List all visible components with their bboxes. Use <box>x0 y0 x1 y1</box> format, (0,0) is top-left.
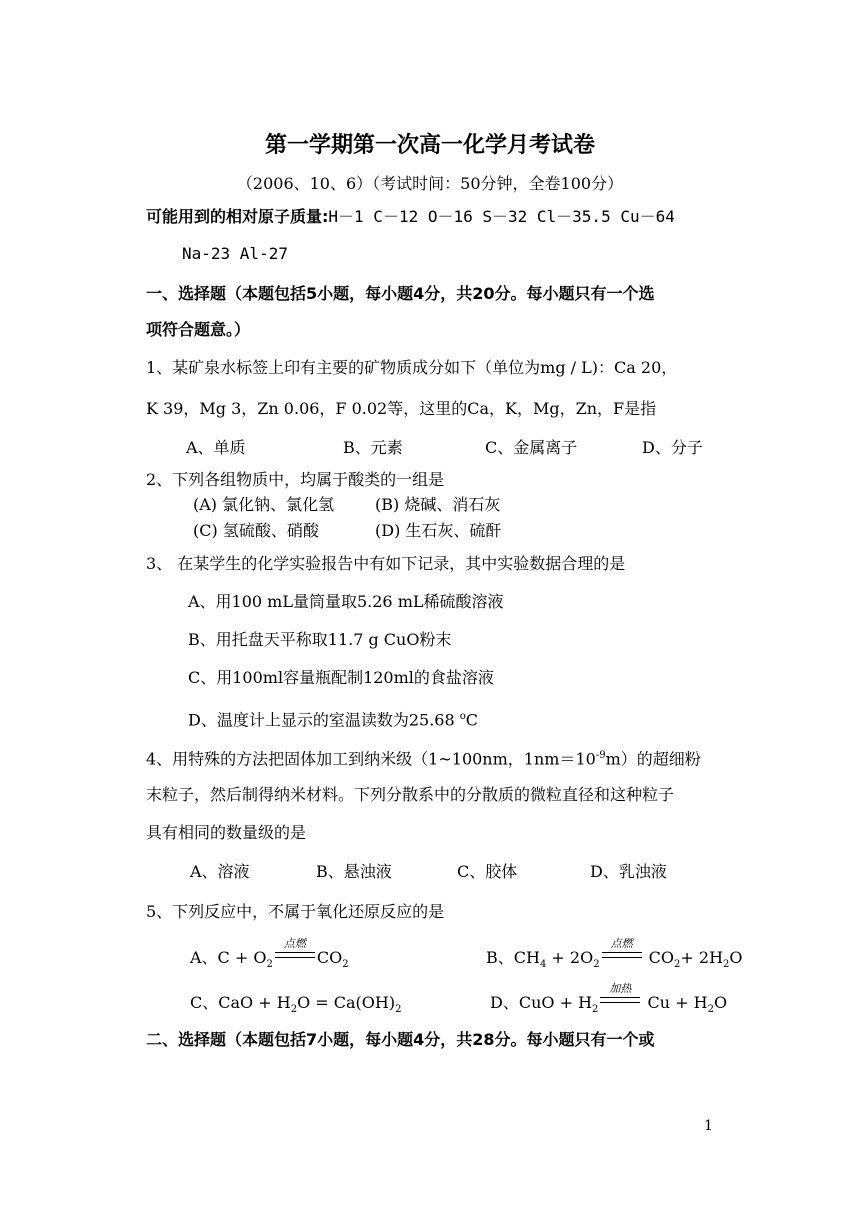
q4-option-b: B、悬浊液 <box>316 862 392 881</box>
q4-stem-b: m）的超细粉 <box>605 749 701 769</box>
q3-option-a: A、用100 mL量筒量取5.26 mL稀硫酸溶液 <box>188 592 504 611</box>
heat-label: 加热 <box>609 982 632 995</box>
q5-d-product-2: O <box>713 993 728 1012</box>
ignite-condition-arrow <box>602 937 642 963</box>
degree-sup: o <box>459 711 466 722</box>
page-title: 第一学期第一次高一化学月考试卷 <box>264 133 595 158</box>
q1-option-b: B、元素 <box>343 438 403 457</box>
q4-stem-cont-2: 具有相同的数量级的是 <box>146 823 307 842</box>
section2-heading: 二、选择题（本题包括7小题，每小题4分，共28分。每小题只有一个或 <box>146 1030 655 1049</box>
atomic-mass-label: 可能用到的相对原子质量: <box>146 207 329 226</box>
q1-option-c: C、金属离子 <box>485 438 578 457</box>
q2-option-c: (C) 氢硫酸、硝酸 <box>193 521 319 540</box>
ignite-condition-arrow <box>275 937 315 963</box>
q2-option-b: (B) 烧碱、消石灰 <box>375 495 501 514</box>
q3-option-c: C、用100ml容量瓶配制120ml的食盐溶液 <box>188 668 494 687</box>
q5-b-reactant-2: + 2O <box>546 948 594 967</box>
q3-option-d-text: D、温度计上显示的室温读数为25.68 <box>188 710 460 730</box>
subscript: 2 <box>707 1004 714 1016</box>
q5-b-product-3: O <box>729 948 743 967</box>
q5-option-c <box>190 993 401 1020</box>
q5-d-product: Cu + H <box>642 993 708 1012</box>
q4-option-a: A、溶液 <box>190 862 250 881</box>
subscript: 2 <box>592 1004 599 1016</box>
q5-option-d <box>490 982 728 1020</box>
q5-stem: 5、下列反应中，不属于氧化还原反应的是 <box>146 902 445 921</box>
q4-exponent: -9 <box>595 750 606 761</box>
atomic-mass-line <box>146 207 675 227</box>
subscript: 2 <box>290 1004 298 1016</box>
q5-b-product-2: + 2H <box>680 948 724 967</box>
q5-b-product: CO <box>643 948 675 967</box>
q1-stem: 1、某矿泉水标签上印有主要的矿物质成分如下（单位为mg / L)：Ca 20， <box>146 358 678 377</box>
exam-info: （2006、10、6）（考试时间：50分钟，全卷100分） <box>236 174 624 193</box>
atomic-mass-values: H－1 C－12 O－16 S－32 Cl－35.5 Cu－64 <box>328 207 675 226</box>
subscript: 2 <box>674 959 681 971</box>
q3-option-b: B、用托盘天平称取11.7 g CuO粉末 <box>188 630 452 649</box>
heat-condition-arrow <box>600 982 640 1008</box>
q4-option-d: D、乳浊液 <box>590 862 667 881</box>
subscript: 2 <box>342 959 349 971</box>
page-number: 1 <box>704 1118 713 1134</box>
q3-option-d <box>188 707 478 730</box>
q2-option-a: (A) 氯化钠、氯化氢 <box>193 495 335 514</box>
subscript: 2 <box>723 959 730 971</box>
section1-heading-cont: 项符合题意。） <box>146 320 251 339</box>
q3-stem: 3、 在某学生的化学实验报告中有如下记录，其中实验数据合理的是 <box>146 554 626 573</box>
q4-option-c: C、胶体 <box>457 862 518 881</box>
q2-option-d: (D) 生石灰、硫酐 <box>375 521 502 540</box>
q5-option-a <box>190 937 349 975</box>
q2-stem: 2、下列各组物质中，均属于酸类的一组是 <box>146 470 445 489</box>
q3-option-d-unit: C <box>465 710 479 730</box>
ignite-label: 点燃 <box>610 937 633 950</box>
q1-stem-cont: K 39，Mg 3，Zn 0.06，F 0.02等，这里的Ca，K，Mg，Zn，F是指 <box>146 399 657 418</box>
q5-c-text: C、CaO + H <box>190 993 291 1012</box>
q5-a-reactants: A、C + O <box>190 948 267 967</box>
q5-b-reactant: B、CH <box>486 948 540 967</box>
ignite-label: 点燃 <box>283 937 306 950</box>
subscript: 2 <box>395 1004 402 1016</box>
subscript: 2 <box>593 959 600 971</box>
q1-option-a: A、单质 <box>186 438 246 457</box>
q5-c-text-2: O = Ca(OH) <box>297 993 396 1012</box>
subscript: 4 <box>539 959 547 971</box>
atomic-mass-values-2: Na-23 Al-27 <box>182 244 288 263</box>
section1-heading: 一、选择题（本题包括5小题，每小题4分，共20分。每小题只有一个选 <box>146 284 655 303</box>
q5-d-reactants: D、CuO + H <box>490 993 593 1012</box>
q5-option-b <box>486 937 743 975</box>
q4-stem <box>146 746 701 769</box>
subscript: 2 <box>266 959 273 971</box>
q5-a-product: CO <box>316 948 343 967</box>
q4-stem-cont: 末粒子，然后制得纳米材料。下列分散系中的分散质的微粒直径和这种粒子 <box>146 785 675 804</box>
q4-stem-a: 4、用特殊的方法把固体加工到纳米级（1~100nm，1nm＝10 <box>146 749 596 769</box>
q1-option-d: D、分子 <box>642 438 703 457</box>
